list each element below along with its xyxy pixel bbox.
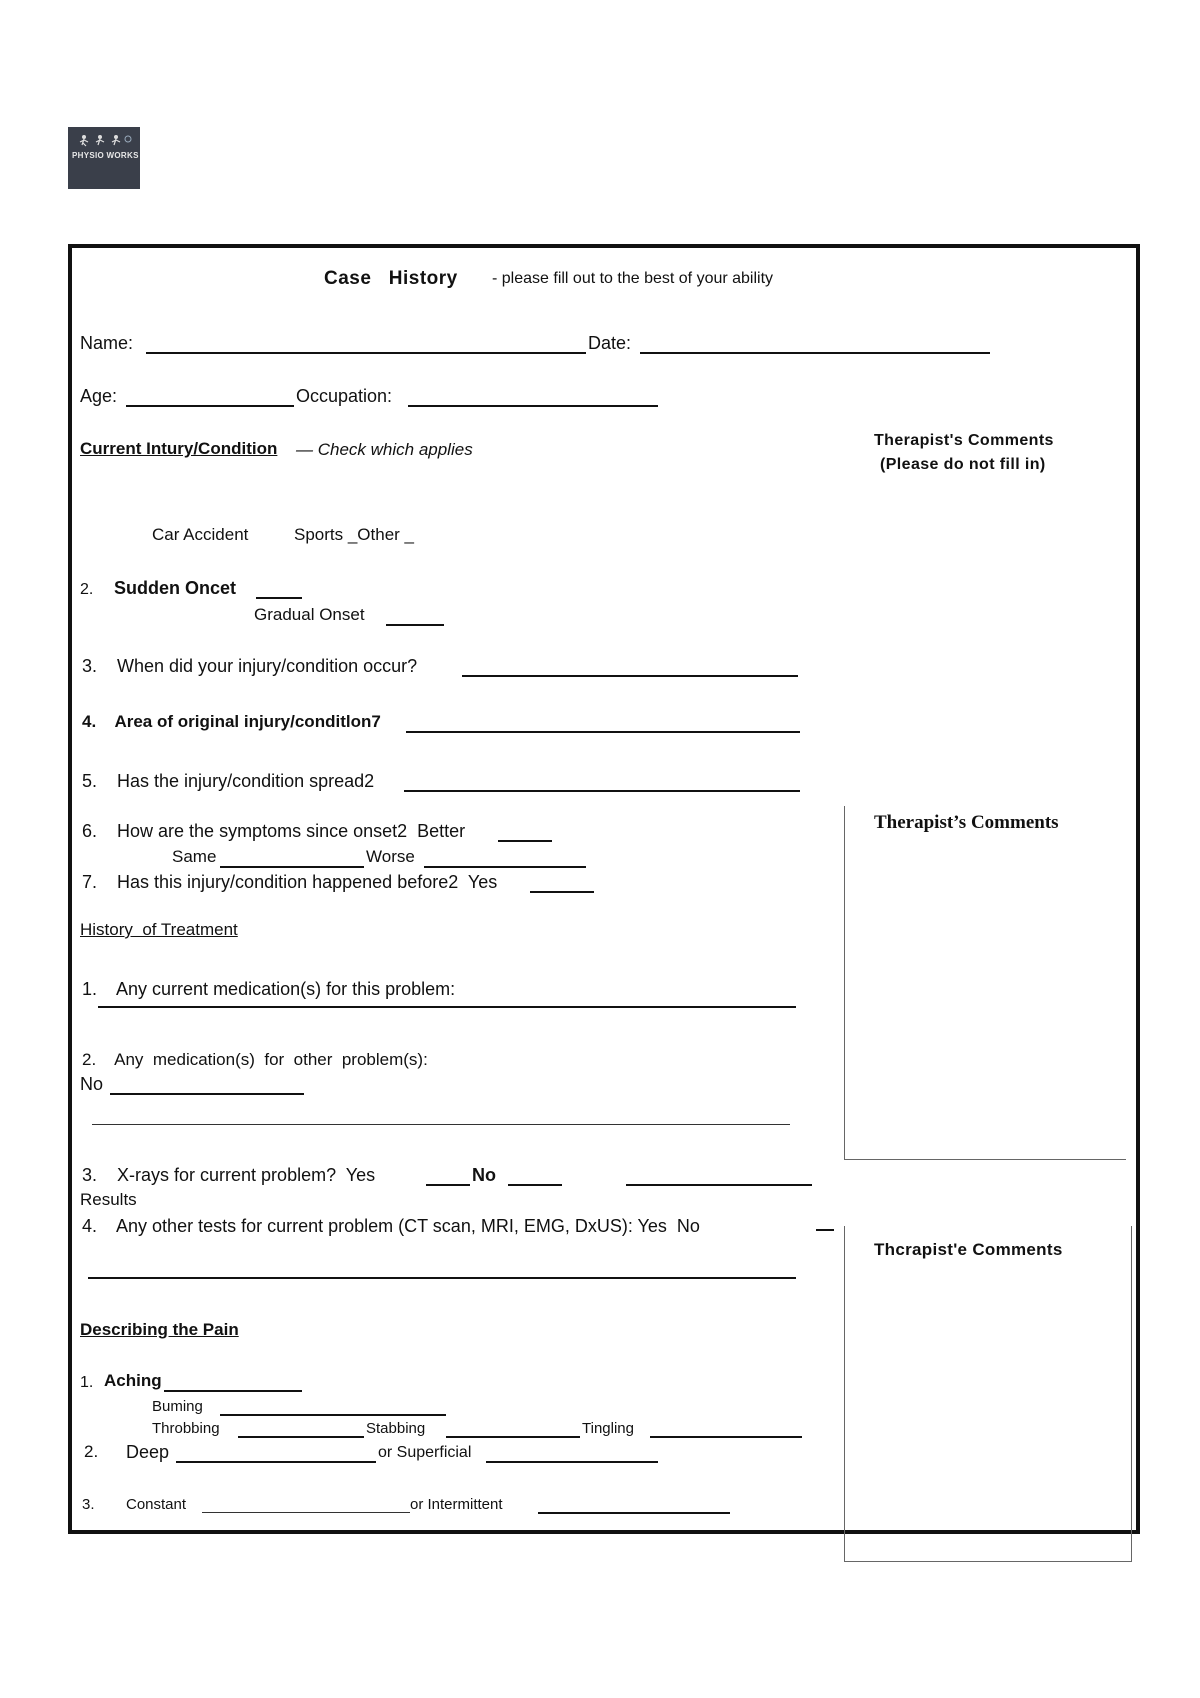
stabbing-label: Stabbing xyxy=(366,1420,426,1437)
pain-q3-number: 3. xyxy=(82,1496,95,1513)
current-injury-heading: Current Intury/Condition xyxy=(80,439,278,458)
worse-field[interactable] xyxy=(424,866,586,868)
other-medication-no: No xyxy=(80,1074,104,1094)
date-label: Date: xyxy=(588,333,632,353)
throbbing-field[interactable] xyxy=(238,1436,364,1438)
constant-label: Constant xyxy=(126,1496,187,1513)
deep-field[interactable] xyxy=(176,1461,376,1463)
age-field[interactable] xyxy=(126,405,294,407)
therapist-comments-box-2[interactable] xyxy=(844,806,1126,1160)
q2-other-medication: 2. Any medication(s) for other problem(s): xyxy=(82,1050,428,1069)
injury-occur-field[interactable] xyxy=(462,675,798,677)
q6-symptoms: 6. How are the symptoms since onset2 Better xyxy=(82,821,466,841)
intermittent-field[interactable] xyxy=(538,1512,730,1514)
q7-happened-before: 7. Has this injury/condition happened before2 Yes xyxy=(82,872,498,892)
q2-number: 2. xyxy=(80,581,94,598)
gradual-onset-field[interactable] xyxy=(386,624,444,626)
name-label: Name: xyxy=(80,333,134,353)
gradual-onset-label: Gradual Onset xyxy=(254,605,365,624)
better-field[interactable] xyxy=(498,840,552,842)
other-medication-field[interactable] xyxy=(92,1124,790,1125)
constant-field[interactable] xyxy=(202,1512,410,1513)
superficial-label: or Superficial xyxy=(378,1444,472,1461)
name-field[interactable] xyxy=(146,352,586,354)
deep-label: Deep xyxy=(126,1442,170,1462)
tingling-field[interactable] xyxy=(650,1436,802,1438)
q3-injury-occur: 3. When did your injury/condition occur? xyxy=(82,656,418,676)
intermittent-label: or Intermittent xyxy=(410,1496,503,1513)
current-medication-field[interactable] xyxy=(98,1006,796,1008)
other-tests-field[interactable] xyxy=(88,1277,796,1279)
current-injury-note: — Check which applies xyxy=(296,440,473,459)
therapist-comments-title-2: Therapist’s Comments xyxy=(874,812,1059,833)
other-tests-dash xyxy=(816,1229,834,1231)
q4-area-injury: 4. Area of original injury/conditlon7 xyxy=(82,712,381,731)
superficial-field[interactable] xyxy=(486,1461,658,1463)
therapist-comments-box-3[interactable] xyxy=(844,1226,1132,1562)
same-label: Same xyxy=(172,847,217,866)
throbbing-label: Throbbing xyxy=(152,1420,220,1437)
worse-label: Worse xyxy=(366,847,415,866)
pain-q2-number: 2. xyxy=(84,1442,99,1461)
burning-label: Buming xyxy=(152,1398,203,1415)
runner-figures-icon xyxy=(74,133,134,147)
treatment-heading: History of Treatment xyxy=(80,920,238,939)
q4-other-tests: 4. Any other tests for current problem (CT scan, MRI, EMG, DxUS): Yes No xyxy=(82,1216,700,1236)
same-field[interactable] xyxy=(220,866,364,868)
car-accident-option[interactable]: Car Accident xyxy=(152,525,249,544)
xrays-no-label: No xyxy=(472,1165,496,1185)
xrays-no-field[interactable] xyxy=(508,1184,562,1186)
xrays-results-label: Results xyxy=(80,1190,137,1209)
aching-label: Aching xyxy=(104,1371,162,1390)
occupation-field[interactable] xyxy=(408,405,658,407)
injury-spread-field[interactable] xyxy=(404,790,800,792)
pain-heading: Describing the Pain xyxy=(80,1320,239,1339)
form-title: Case History xyxy=(324,268,458,289)
happened-before-field[interactable] xyxy=(530,891,594,893)
q5-injury-spread: 5. Has the injury/condition spread2 xyxy=(82,771,375,791)
aching-field[interactable] xyxy=(164,1390,302,1392)
age-label: Age: xyxy=(80,386,118,406)
clinic-logo xyxy=(68,127,140,189)
sudden-onset-field[interactable] xyxy=(256,597,302,599)
q3-xrays: 3. X-rays for current problem? Yes xyxy=(82,1165,376,1185)
q1-current-medication: 1. Any current medication(s) for this problem: xyxy=(82,979,456,999)
sudden-onset-label: Sudden Oncet xyxy=(114,578,237,598)
other-medication-no-field[interactable] xyxy=(110,1093,304,1095)
form-subtitle: - please fill out to the best of your ability xyxy=(492,270,774,287)
date-field[interactable] xyxy=(640,352,990,354)
therapist-comments-note-1: (Please do not fill in) xyxy=(880,456,1046,473)
stabbing-field[interactable] xyxy=(446,1436,580,1438)
logo-text: PHYSIO WORKS xyxy=(72,151,139,160)
burning-field[interactable] xyxy=(220,1414,446,1416)
sports-other-option[interactable]: Sports _Other _ xyxy=(294,525,415,544)
xrays-results-field[interactable] xyxy=(626,1184,812,1186)
pain-q1-number: 1. xyxy=(80,1374,94,1391)
therapist-comments-title-1: Therapist's Comments xyxy=(874,432,1054,449)
xrays-yes-field[interactable] xyxy=(426,1184,470,1186)
occupation-label: Occupation: xyxy=(296,386,393,406)
tingling-label: Tingling xyxy=(582,1420,634,1437)
area-injury-field[interactable] xyxy=(406,731,800,733)
therapist-comments-title-3: Thcrapist'e Comments xyxy=(874,1240,1063,1259)
